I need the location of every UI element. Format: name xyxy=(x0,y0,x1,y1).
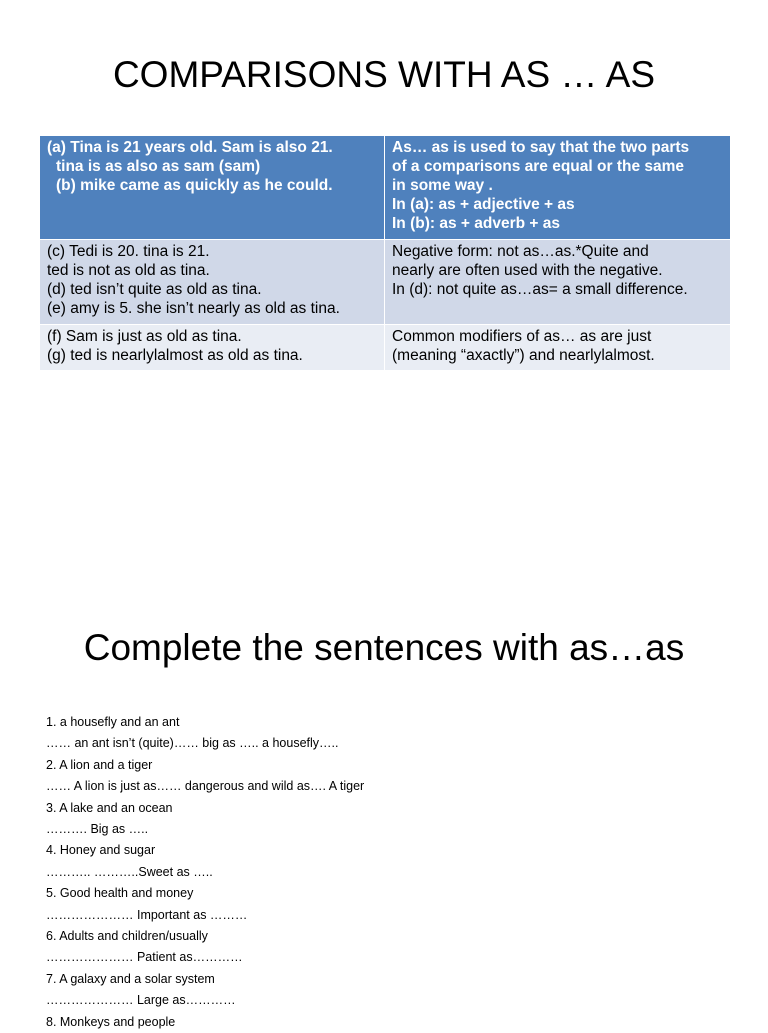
table-line: As… as is used to say that the two parts xyxy=(392,139,690,156)
table-line: (g) ted is nearlylalmost as old as tina. xyxy=(47,347,303,364)
table-cell-explanation xyxy=(385,240,731,325)
table-line: (meaning “axactly”) and nearlylalmost. xyxy=(392,347,655,364)
table-line: (f) Sam is just as old as tina. xyxy=(47,328,242,345)
exercise-line: 6. Adults and children/usually xyxy=(46,929,208,944)
table-line: (b) mike came as quickly as he could. xyxy=(56,177,333,194)
slide-1-title: COMPARISONS WITH AS … AS xyxy=(112,54,656,95)
table-cell-explanation xyxy=(385,136,731,240)
exercise-line: ………. Big as ….. xyxy=(46,822,149,837)
table-line: tina is as also as sam (sam) xyxy=(56,158,261,175)
table-cell-examples xyxy=(40,240,385,325)
exercise-line: 7. A galaxy and a solar system xyxy=(46,971,215,986)
exercise-line: 3. A lake and an ocean xyxy=(46,800,173,815)
exercise-line: 5. Good health and money xyxy=(46,886,194,901)
slide-2-title: Complete the sentences with as…as xyxy=(83,627,685,668)
exercise-list xyxy=(46,712,746,1033)
exercise-line: ………………… Patient as………… xyxy=(46,950,243,965)
table-line: In (b): as + adverb + as xyxy=(392,215,560,232)
exercise-line: ……….. ………..Sweet as ….. xyxy=(46,864,213,879)
table-row xyxy=(40,240,731,325)
table-line: Common modifiers of as… as are just xyxy=(392,328,652,345)
table-line: (a) Tina is 21 years old. Sam is also 21. xyxy=(47,139,333,156)
table-cell-explanation xyxy=(385,325,731,371)
table-row xyxy=(40,325,731,371)
table-line: nearly are often used with the negative. xyxy=(392,262,663,279)
table-line: in some way . xyxy=(392,177,493,194)
table-line: (e) amy is 5. she isn’t nearly as old as tina. xyxy=(47,300,340,317)
table-line: (d) ted isn’t quite as old as tina. xyxy=(47,281,262,298)
exercise-line: 1. a housefly and an ant xyxy=(46,715,180,729)
exercise-line: ………………… Large as………… xyxy=(46,993,236,1008)
slide-2 xyxy=(0,512,768,1029)
table-line: In (d): not quite as…as= a small difference. xyxy=(392,281,688,298)
table-line: ted is not as old as tina. xyxy=(47,262,210,279)
table-line: In (a): as + adjective + as xyxy=(392,196,575,213)
table-cell-examples xyxy=(40,325,385,371)
slide-1 xyxy=(0,0,768,512)
table-line: Negative form: not as…as.*Quite and xyxy=(392,243,649,260)
exercise-line: 4. Honey and sugar xyxy=(46,843,156,858)
exercise-line: 8. Monkeys and people xyxy=(46,1014,176,1029)
exercise-line: …… A lion is just as…… dangerous and wild as…. A tiger xyxy=(46,779,365,794)
table-row xyxy=(40,136,731,240)
table-line: of a comparisons are equal or the same xyxy=(392,158,685,175)
grammar-table xyxy=(39,135,731,371)
exercise-line: ………………… Important as ……… xyxy=(46,907,248,922)
exercise-line: 2. A lion and a tiger xyxy=(46,757,153,772)
exercise-line: …… an ant isn’t (quite)…… big as ….. a housefly….. xyxy=(46,736,339,751)
table-line: (c) Tedi is 20. tina is 21. xyxy=(47,243,210,260)
table-cell-examples xyxy=(40,136,385,240)
